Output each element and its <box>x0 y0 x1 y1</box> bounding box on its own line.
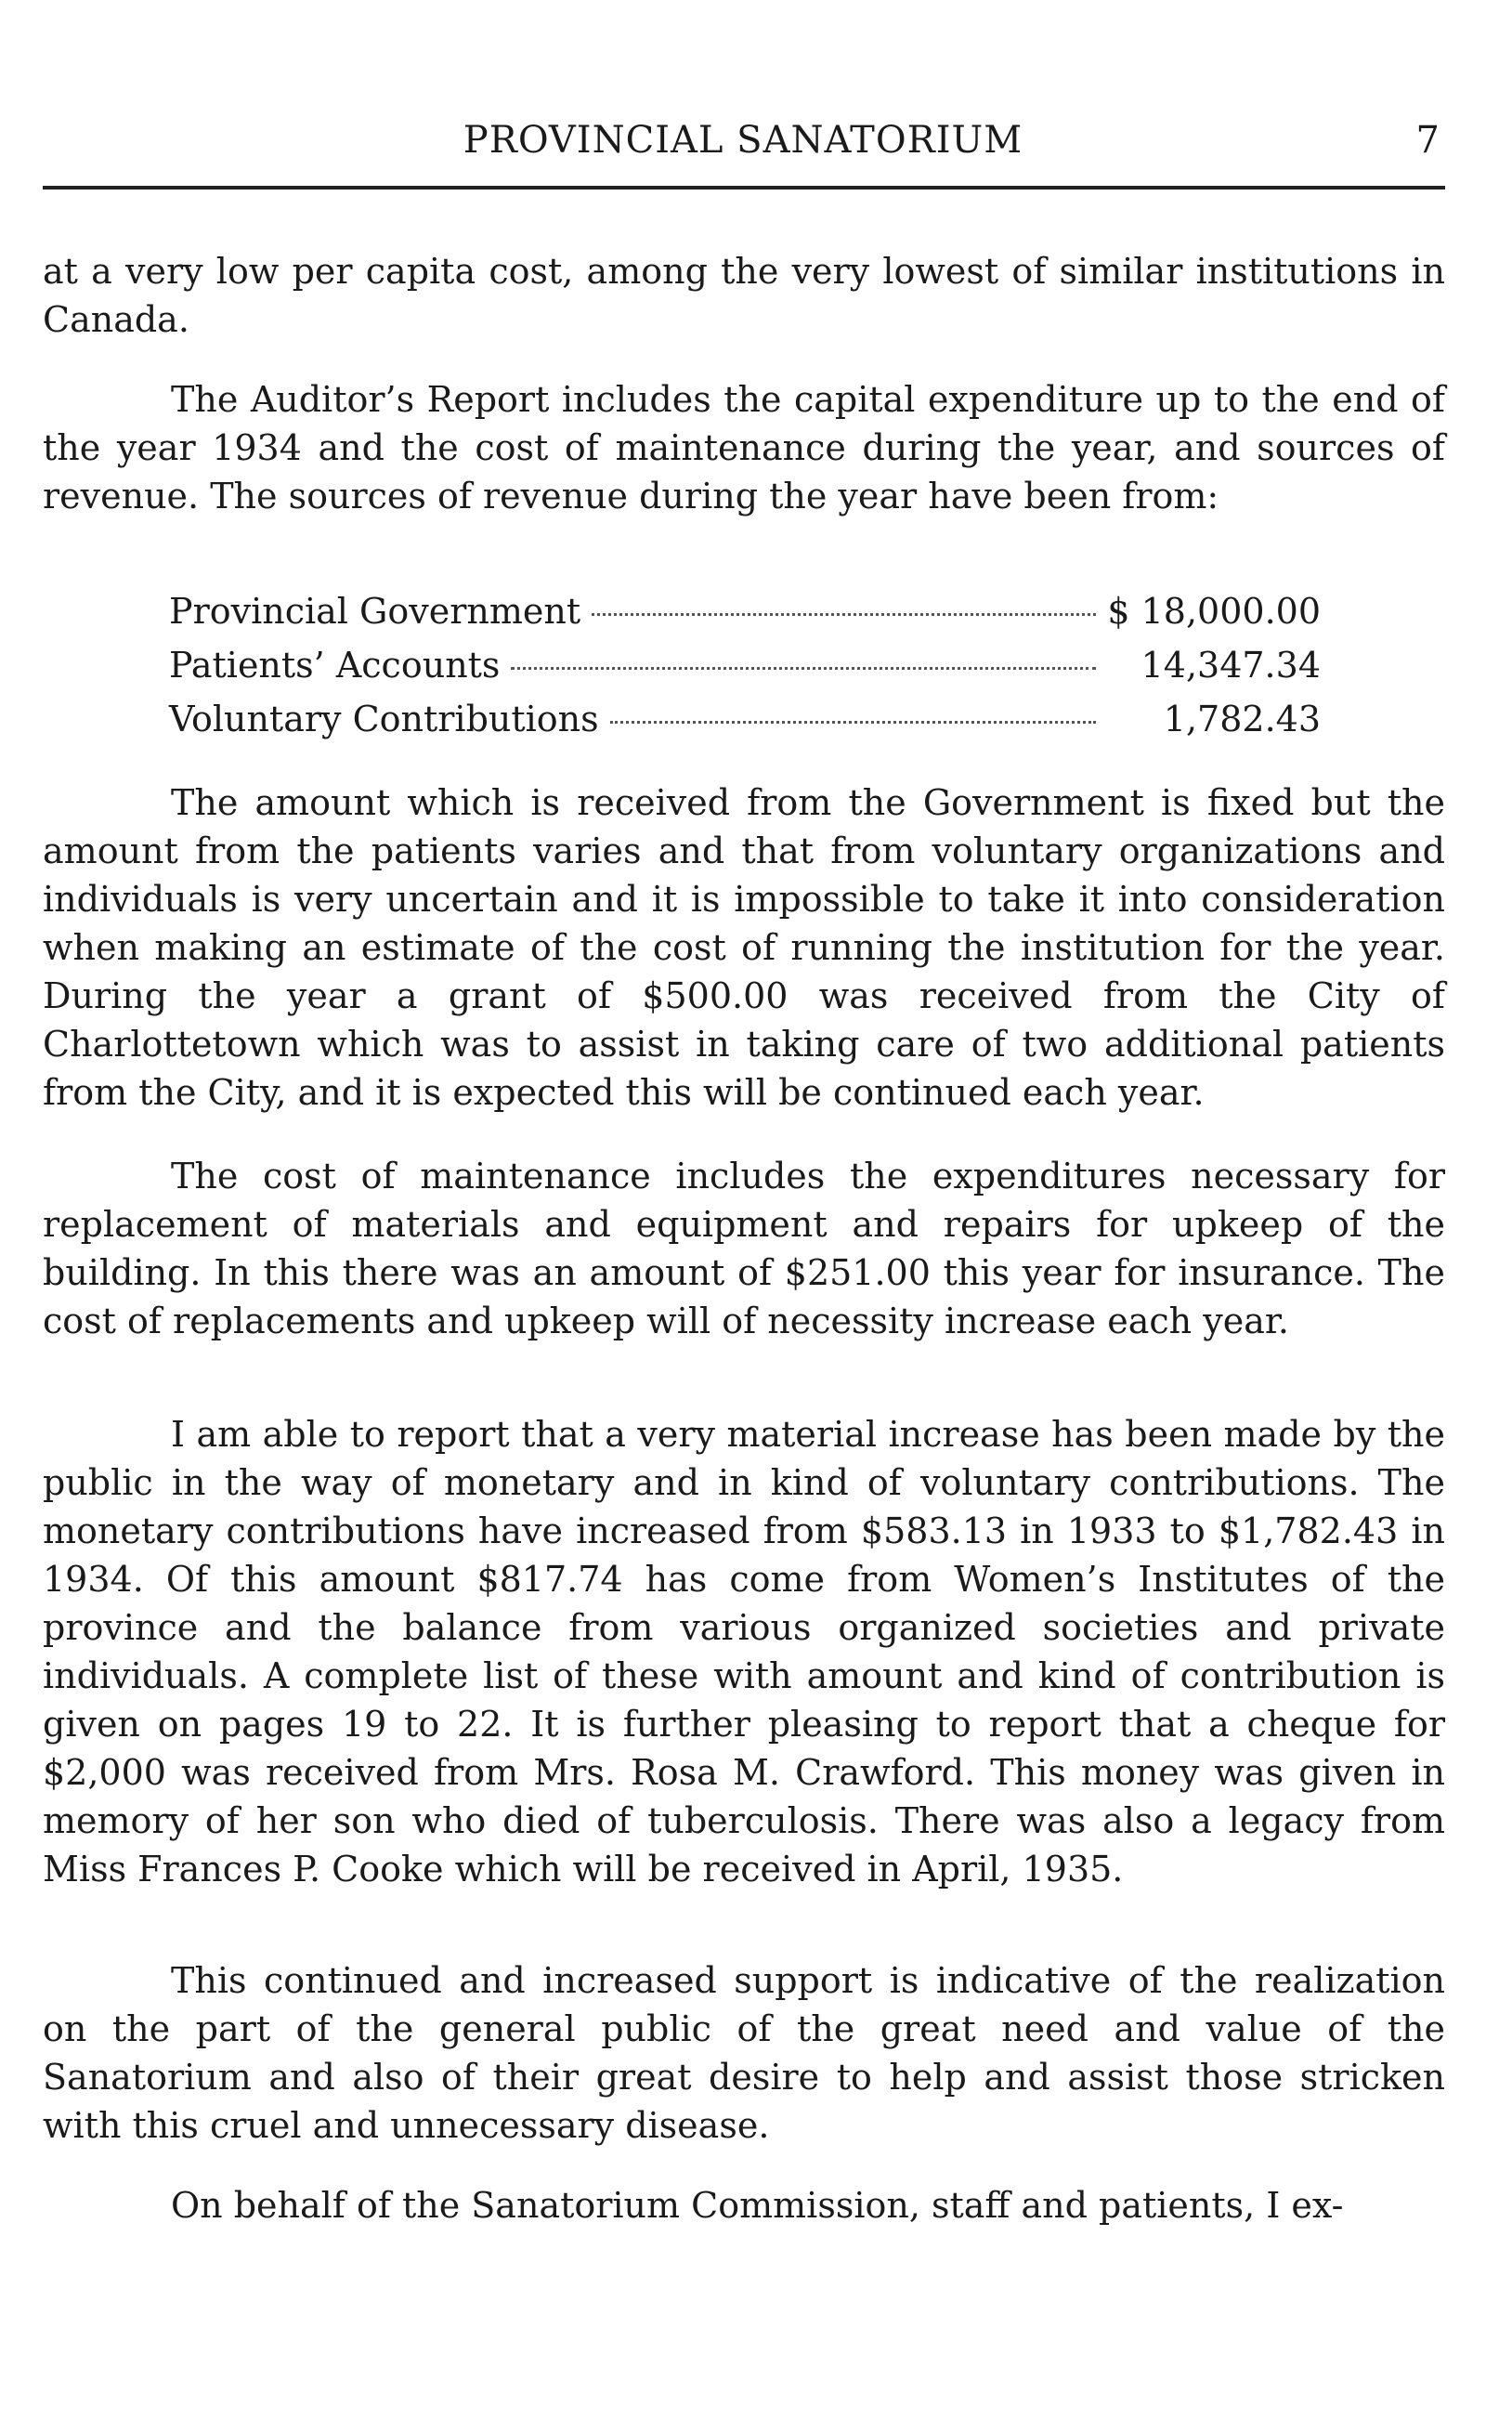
paragraph-text: On behalf of the Sanatorium Commission, staff and patients, I ex- <box>171 2185 1344 2226</box>
running-title: PROVINCIAL SANATORIUM <box>463 119 1023 162</box>
header-rule <box>43 186 1445 190</box>
leader-dots <box>592 613 1096 616</box>
leader-dots <box>511 667 1096 670</box>
paragraph-auditors-report <box>43 375 1445 520</box>
page-number: 7 <box>1415 119 1440 162</box>
paragraph-text: I am able to report that a very material increase has been made by the public in the way of monetary and in kind of voluntary contributions. The monetary contributions have increased from $583.13 in 1933 to $1,782.43 in 1934. Of this amount $817.74 has come from Women’s Institutes of the province and the balance from various organized societies and private individuals. A complete list of these with amount and kind of contribution is given on pages 19 to 22. It is further pleasing to report that a cheque for $2,000 was received from Mrs. Rosa M. Crawford. This money was given in memory of her son who died of tuberculosis. There was also a legacy from Miss Frances P. Cooke which will be received in April, 1935. <box>43 1414 1445 1889</box>
paragraph-text: The amount which is received from the Government is fixed but the amount from the patients varies and that from voluntary organizations and individuals is very uncertain and it is impossible to take it into consideration when making an estimate of the cost of running the institution for the year. During the year a grant of $500.00 was received from the City of Charlottetown which was to assist in taking care of two additional patients from the City, and it is expected this will be continued each year. <box>43 782 1445 1113</box>
paragraph-text: The cost of maintenance includes the expenditures necessary for replacement of materials and equipment and repairs for upkeep of the building. In this there was an amount of $251.00 this year for insurance. The cost of replacements and upkeep will of necessity increase each year. <box>43 1156 1445 1341</box>
page-header <box>43 119 1443 165</box>
revenue-row <box>169 645 1321 699</box>
paragraph-closing <box>43 2181 1445 2229</box>
paragraph-government-amount <box>43 778 1445 1117</box>
revenue-label: Voluntary Contributions <box>169 699 599 739</box>
revenue-row <box>169 591 1321 645</box>
revenue-label: Patients’ Accounts <box>169 645 501 686</box>
paragraph-maintenance-cost <box>43 1152 1445 1345</box>
revenue-amount: 14,347.34 <box>1141 645 1321 686</box>
paragraph-continuation <box>43 247 1445 344</box>
leader-dots <box>610 721 1096 724</box>
paragraph-text: The Auditor’s Report includes the capital expenditure up to the end of the year 1934 and the cost of maintenance during the year, and sources of revenue. The sources of revenue during the year have been from: <box>43 379 1445 516</box>
paragraph-public-support <box>43 1956 1445 2150</box>
paragraph-text: at a very low per capita cost, among the very lowest of similar institutions in Canada. <box>43 251 1445 340</box>
revenue-amount: $ 18,000.00 <box>1107 591 1321 632</box>
revenue-sources-list <box>169 591 1321 752</box>
revenue-label: Provincial Government <box>169 591 581 632</box>
revenue-row <box>169 699 1321 752</box>
paragraph-contributions <box>43 1410 1445 1893</box>
revenue-amount: 1,782.43 <box>1163 699 1321 739</box>
paragraph-text: This continued and increased support is indicative of the realization on the part of the general public of the great need and value of the Sanatorium and also of their great desire to help and assist those stricken with this cruel and unnecessary disease. <box>43 1960 1445 2146</box>
